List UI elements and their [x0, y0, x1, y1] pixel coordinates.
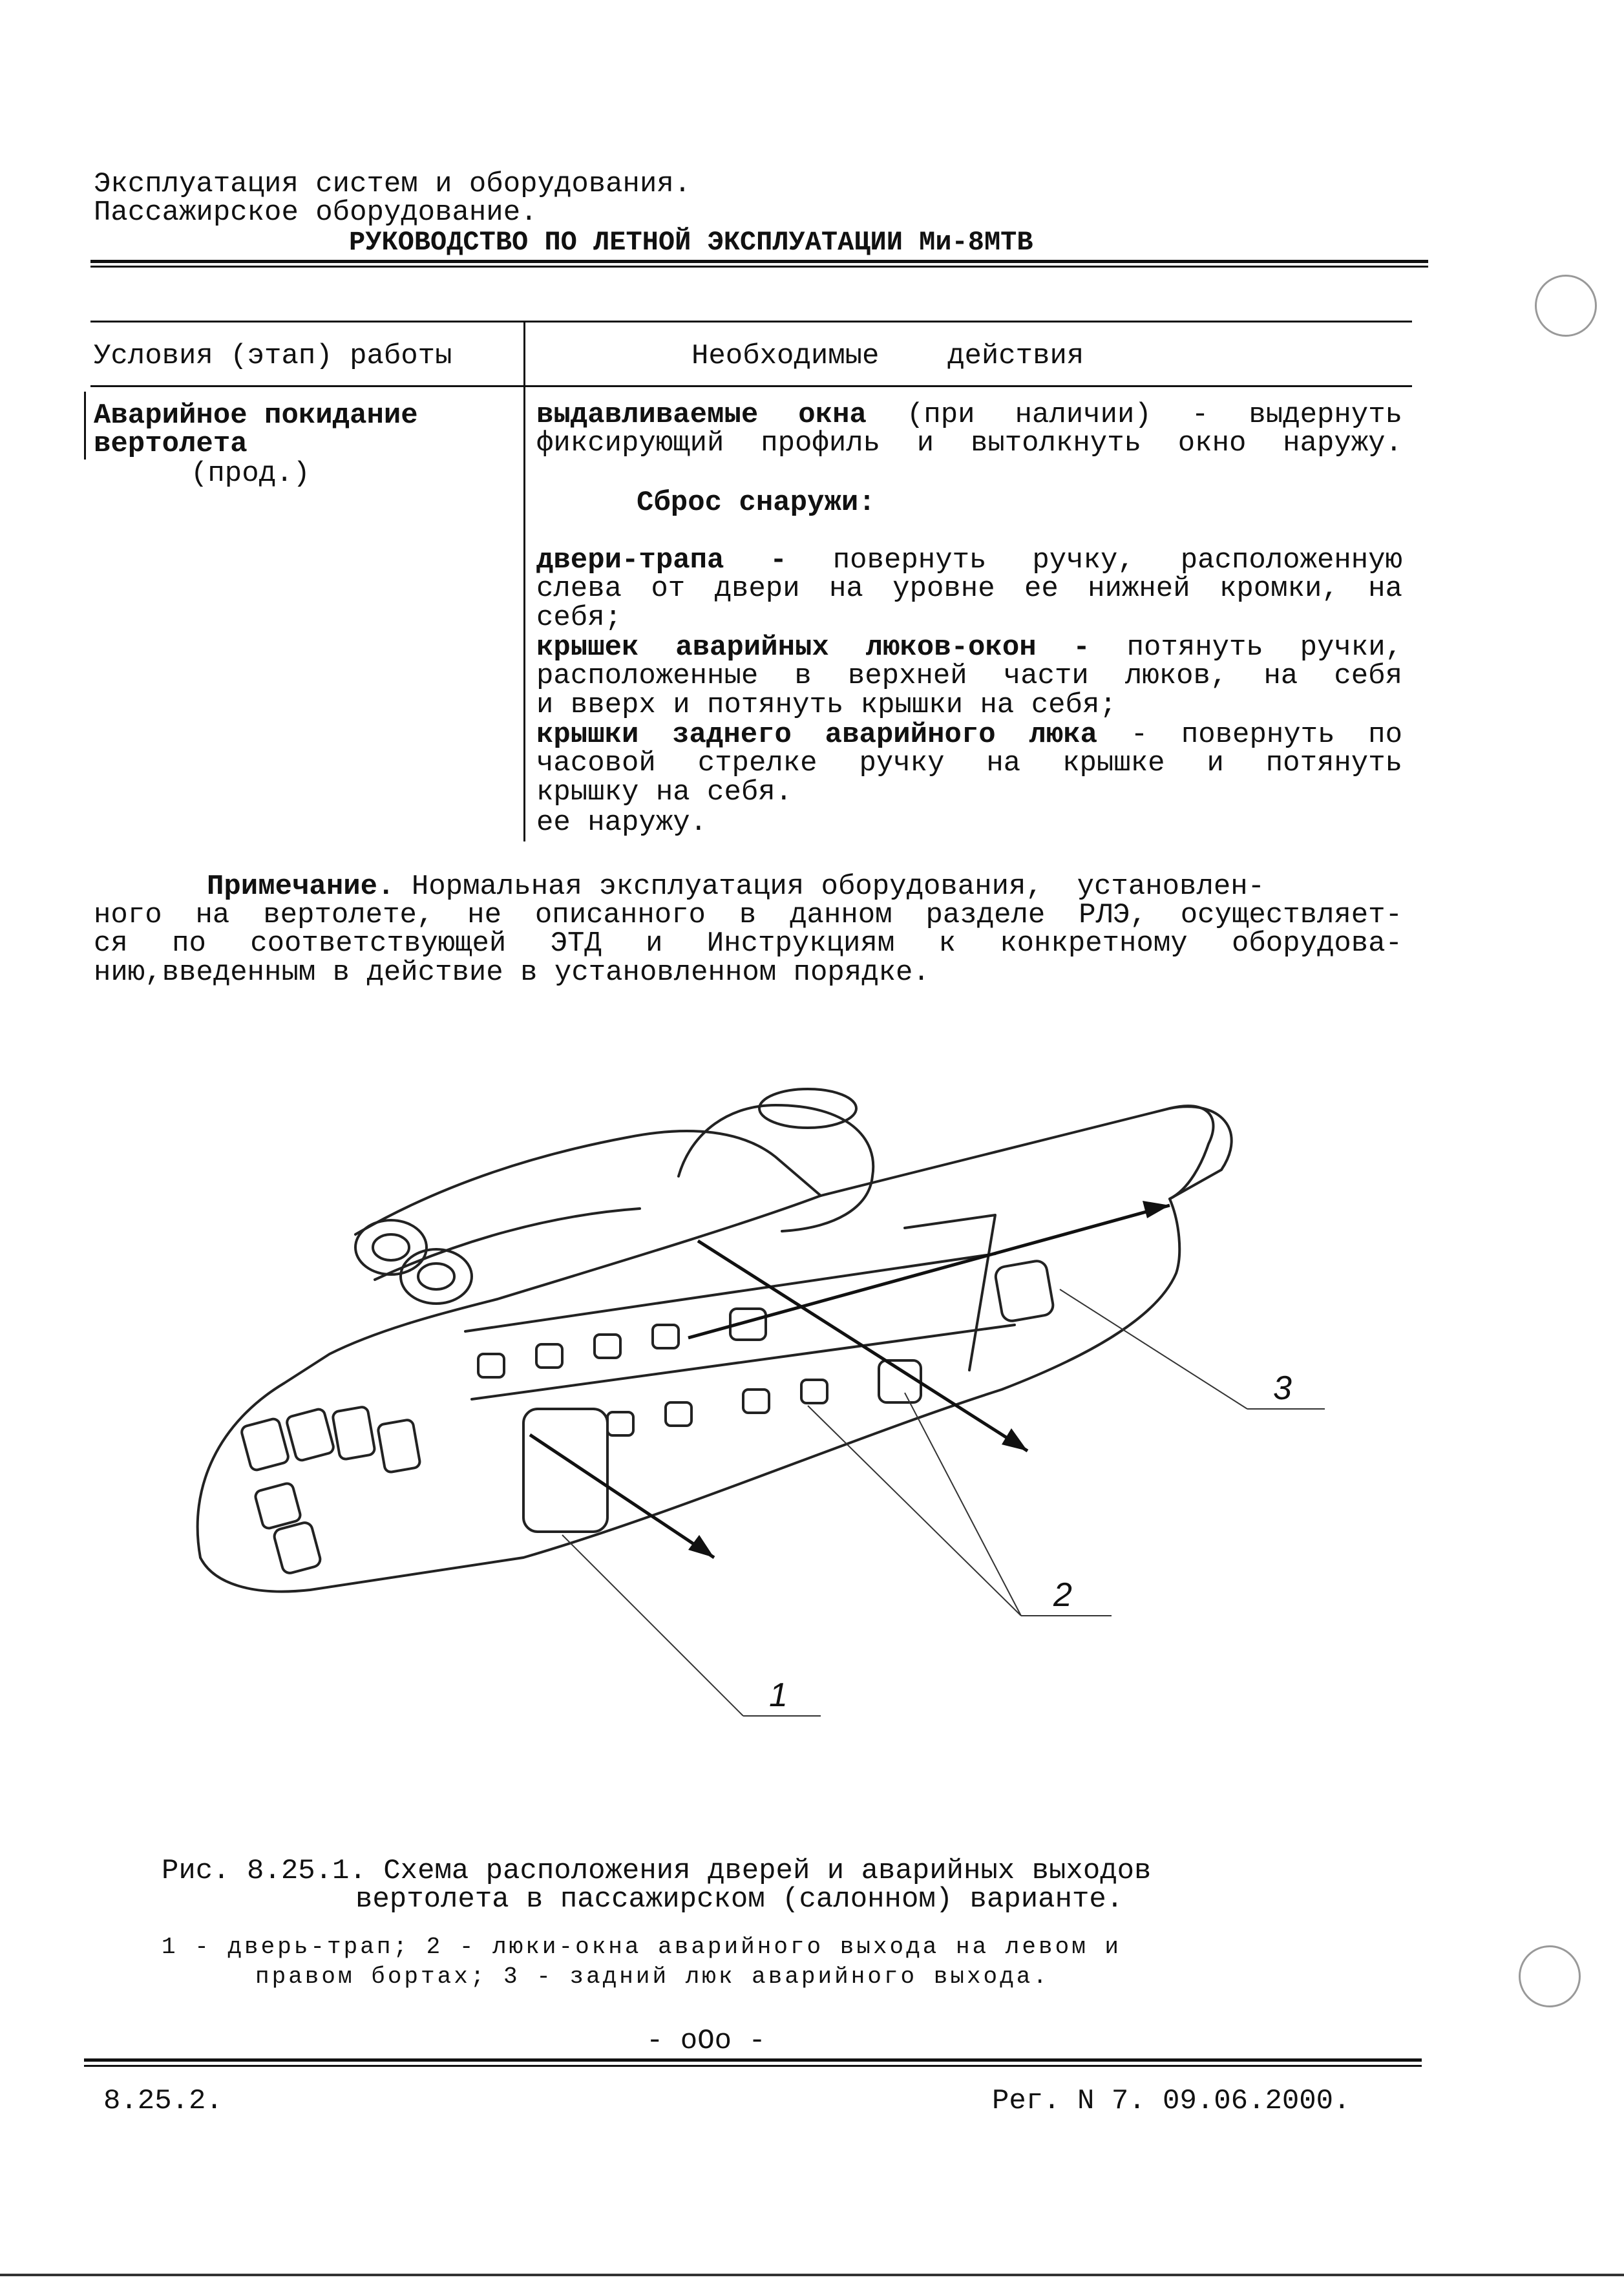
- arrowhead-door: [688, 1535, 714, 1558]
- door-action-line1: [536, 546, 1402, 575]
- header-rule-bottom: [90, 266, 1428, 268]
- leader-2a: [905, 1393, 1021, 1616]
- figure-legend-line1: 1 - дверь-трап; 2 - люки-окна аварийного выхода на левом и: [162, 1934, 1122, 1960]
- cabin-window-l4: [801, 1380, 827, 1403]
- revision-info: Рег. N 7. 09.06.2000.: [992, 2085, 1351, 2117]
- cockpit-window-2: [286, 1408, 335, 1461]
- arrowhead-rear: [1143, 1201, 1170, 1218]
- hatches-action-line2: расположенные в верхней части люков, на себя: [536, 660, 1402, 692]
- hatches-action-line1: [536, 633, 1402, 662]
- engine-intake-right: [401, 1249, 472, 1304]
- header-rule-top: [90, 260, 1428, 263]
- condition-title-line2: вертолета: [94, 428, 248, 460]
- engine-intake-inner-right: [418, 1264, 454, 1289]
- table-top-rule: [90, 321, 1412, 323]
- engine-intake-inner-left: [373, 1234, 409, 1260]
- condition-title-line1: Аварийное покидание: [94, 399, 418, 432]
- door-ramp: [523, 1409, 607, 1532]
- header-section-line: Эксплуатация систем и оборудования.: [94, 168, 691, 200]
- cockpit-window-5: [254, 1482, 301, 1529]
- leader-3: [1060, 1289, 1247, 1409]
- punch-hole-bottom: [1519, 1945, 1581, 2007]
- figure-caption-line2: вертолета в пассажирском (салонном) варианте.: [355, 1883, 1124, 1916]
- header-subsection-line: Пассажирское оборудование.: [94, 196, 538, 229]
- condition-continued: (прод.): [191, 458, 310, 490]
- table-column-divider: [523, 321, 525, 841]
- cabin-window-u2: [536, 1344, 562, 1368]
- cabin-window-u4: [653, 1325, 679, 1348]
- table-left-mark: [84, 392, 86, 460]
- figure-legend-line2: правом бортах; 3 - задний люк аварийного выхода.: [255, 1963, 1049, 1990]
- footer-rule-top: [84, 2058, 1422, 2062]
- hatches-action-line3: и вверх и потянуть крышки на себя;: [536, 689, 1117, 721]
- engine-intake-left: [355, 1220, 427, 1274]
- hatches-action-term: крышек аварийных люков-окон -: [536, 631, 1090, 664]
- callout-label-3: 3: [1273, 1369, 1292, 1407]
- cabin-window-u3: [595, 1335, 620, 1358]
- table-header-actions: Необходимые действия: [691, 340, 1084, 372]
- emergency-hatch-left-2: [879, 1360, 921, 1402]
- callout-label-1: 1: [769, 1676, 788, 1714]
- footer-rule-bottom: [84, 2065, 1422, 2067]
- leader-1: [562, 1535, 743, 1716]
- door-action-term: двери-трапа -: [536, 544, 787, 576]
- cabin-stripe-bottom: [472, 1325, 1015, 1399]
- outside-release-heading: Сброс снаружи:: [637, 487, 876, 519]
- note-line4: нию,введенным в действие в установленном порядке.: [94, 957, 930, 989]
- windows-action-text: (при наличии) - выдернуть: [866, 399, 1402, 431]
- windows-action-line1: [536, 401, 1402, 429]
- hatches-action-text: потянуть ручки,: [1090, 631, 1402, 664]
- cabin-window-l2: [666, 1402, 691, 1426]
- note-label: Примечание.: [207, 871, 395, 903]
- scan-bottom-edge: [0, 2274, 1624, 2276]
- rear-emergency-hatch: [994, 1260, 1055, 1323]
- cabin-window-u1: [478, 1354, 504, 1377]
- arrow-door-exit: [530, 1435, 714, 1558]
- callout-label-2: 2: [1053, 1576, 1072, 1614]
- table-header-conditions: Условия (этап) работы: [94, 340, 452, 372]
- note-line3: ся по соответствующей ЭТД и Инструкциям к конкретному оборудова-: [94, 927, 1402, 960]
- tail-boom: [1170, 1106, 1232, 1199]
- helicopter-exits-diagram: [162, 1060, 1357, 1739]
- fuselage-belly: [200, 1199, 1179, 1592]
- cabin-window-l1: [607, 1412, 633, 1435]
- cockpit-window-1: [240, 1417, 290, 1471]
- door-action-text: повернуть ручку, расположенную: [786, 544, 1402, 576]
- page-number: 8.25.2.: [103, 2085, 223, 2117]
- manual-title: РУКОВОДСТВО ПО ЛЕТНОЙ ЭКСПЛУАТАЦИИ Ми-8МТВ: [349, 227, 1033, 258]
- leader-2b: [808, 1406, 1021, 1616]
- rear-fairing: [905, 1215, 995, 1370]
- windows-action-term: выдавливаемые окна: [536, 399, 867, 431]
- rear-hatch-action-term: крышки заднего аварийного люка: [536, 719, 1098, 751]
- rear-hatch-action-line2: часовой стрелке ручку на крышке и потянуть: [536, 747, 1402, 779]
- table-header-rule: [90, 385, 1412, 387]
- cabin-window-l3: [743, 1390, 769, 1413]
- windows-action-line2: фиксирующий профиль и вытолкнуть окно наружу.: [536, 427, 1402, 460]
- rear-hatch-action-line4: ее наружу.: [536, 807, 708, 839]
- arrowhead-hatch: [1002, 1428, 1028, 1451]
- punch-hole-top: [1535, 275, 1597, 337]
- note-text: Нормальная эксплуатация оборудования, установлен-: [394, 871, 1265, 903]
- note-line2: ного на вертолете, не описанного в данном разделе РЛЭ, осуществляет-: [94, 899, 1402, 931]
- door-action-line3: себя;: [536, 602, 622, 634]
- rear-hatch-action-text: - повернуть по: [1097, 719, 1402, 751]
- cockpit-window-6: [273, 1521, 322, 1574]
- end-of-section-mark: - oOo -: [646, 2025, 766, 2057]
- cockpit-window-4: [377, 1419, 421, 1473]
- rear-hatch-action-line3: крышку на себя.: [536, 776, 793, 809]
- note-line1: [207, 872, 1265, 901]
- door-action-line2: слева от двери на уровне ее нижней кромки, на: [536, 573, 1402, 605]
- cockpit-window-3: [332, 1406, 375, 1460]
- rear-hatch-action-line1: [536, 721, 1402, 749]
- figure-caption-line1: Рис. 8.25.1. Схема расположения дверей и аварийных выходов: [162, 1855, 1152, 1887]
